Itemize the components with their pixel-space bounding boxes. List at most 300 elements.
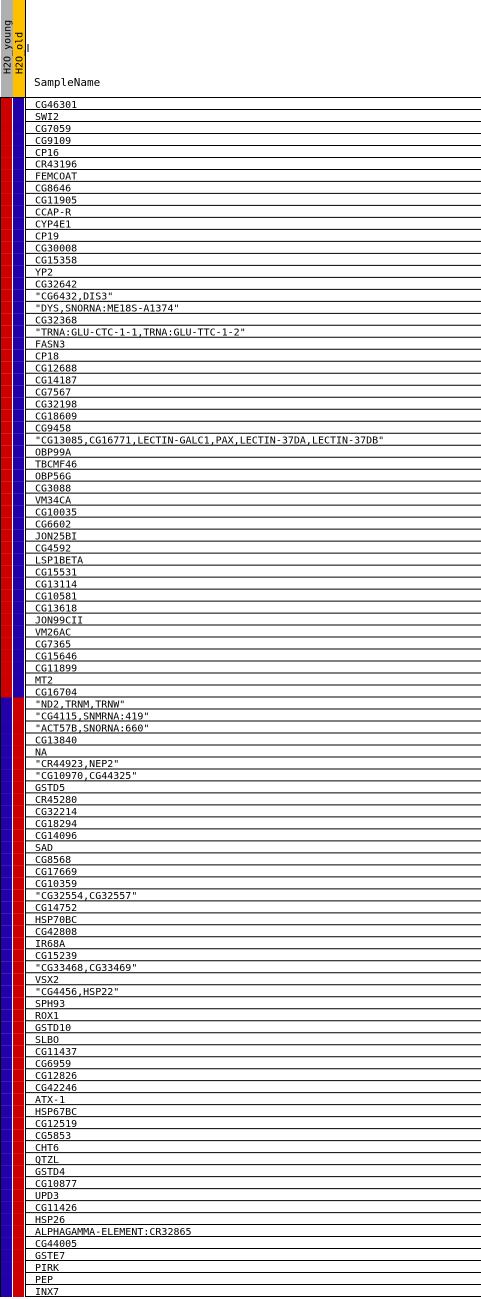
heatmap-cell <box>1 865 12 877</box>
row-label: CP18 <box>35 351 60 363</box>
row-label: CG32214 <box>35 807 78 819</box>
heatmap-cell <box>1 913 12 925</box>
row-label: ALPHAGAMMA-ELEMENT:CR32865 <box>35 1226 192 1238</box>
row-label: ROX1 <box>35 1011 60 1023</box>
row-label: CR43196 <box>35 159 78 171</box>
heatmap-cell <box>13 614 24 626</box>
heatmap-cell <box>1 266 12 278</box>
row-label: CG4592 <box>35 543 72 555</box>
row-label: GSTD4 <box>35 1166 66 1178</box>
row-label: SAD <box>35 843 54 855</box>
heatmap-cell <box>1 901 12 913</box>
heatmap-cell <box>13 1237 24 1249</box>
heatmap-cell <box>1 542 12 554</box>
heatmap-cell <box>1 254 12 266</box>
row-label: CG32642 <box>35 279 78 291</box>
heatmap-cell <box>13 170 24 182</box>
row-label: "CG10970,CG44325" <box>35 771 138 783</box>
column-label: H2O_old <box>14 31 26 74</box>
row-label: CG8568 <box>35 855 72 867</box>
heatmap-cell <box>1 769 12 781</box>
heatmap-cell <box>1 889 12 901</box>
heatmap-cell <box>13 1009 24 1021</box>
row-label: CG10359 <box>35 879 78 891</box>
heatmap-cell <box>1 1213 12 1225</box>
row-label: FASN3 <box>35 339 66 351</box>
heatmap-cell <box>1 1081 12 1093</box>
heatmap-cell <box>1 686 12 698</box>
row-label: CHT6 <box>35 1142 60 1154</box>
heatmap-cell <box>1 458 12 470</box>
heatmap-cell <box>1 638 12 650</box>
heatmap-cell <box>1 410 12 422</box>
row-label: CP19 <box>35 231 60 243</box>
row-label: CG7365 <box>35 639 72 651</box>
row-label: CP16 <box>35 147 60 159</box>
heatmap-cell <box>13 590 24 602</box>
heatmap-cell <box>1 997 12 1009</box>
row-label: ATX-1 <box>35 1094 66 1106</box>
row-label: VM34CA <box>35 495 72 507</box>
heatmap-cell <box>1 98 12 110</box>
row-label: CG6959 <box>35 1058 72 1070</box>
heatmap-cell <box>13 434 24 446</box>
heatmap-cell <box>1 1129 12 1141</box>
heatmap-cell <box>13 470 24 482</box>
row-label: CR45280 <box>35 795 78 807</box>
heatmap-cell <box>13 1285 24 1297</box>
row-label: CG30008 <box>35 243 78 255</box>
heatmap-cell <box>1 434 12 446</box>
heatmap-cell <box>13 985 24 997</box>
heatmap-cell <box>1 182 12 194</box>
heatmap-cell <box>1 338 12 350</box>
heatmap-cell <box>1 566 12 578</box>
heatmap-cell <box>13 566 24 578</box>
heatmap-cell <box>13 709 24 721</box>
heatmap-cell <box>13 110 24 122</box>
heatmap-cell <box>1 674 12 686</box>
heatmap-cell <box>13 326 24 338</box>
row-label: JON25BI <box>35 531 78 543</box>
heatmap-cell <box>1 614 12 626</box>
row-label: CG13840 <box>35 735 78 747</box>
heatmap-cell <box>13 793 24 805</box>
row-label: CG46301 <box>35 99 78 111</box>
heatmap-cell <box>13 362 24 374</box>
heatmap-cell <box>13 865 24 877</box>
heatmap-cell <box>1 973 12 985</box>
heatmap-cell <box>13 721 24 733</box>
heatmap-cell <box>1 590 12 602</box>
heatmap-cell <box>13 242 24 254</box>
heatmap-cell <box>13 134 24 146</box>
row-label: "ND2,TRNM,TRNW" <box>35 699 126 711</box>
heatmap-cell <box>13 1153 24 1165</box>
row-label: HSP67BC <box>35 1106 78 1118</box>
heatmap-cell <box>13 146 24 158</box>
heatmap-cell <box>13 422 24 434</box>
heatmap-cells <box>1 98 26 1297</box>
heatmap-cell <box>1 374 12 386</box>
column-label: H2O_young <box>2 19 14 74</box>
heatmap-cell <box>1 853 12 865</box>
row-label: CG44005 <box>35 1238 78 1250</box>
heatmap-cell <box>13 1033 24 1045</box>
heatmap-cell <box>13 925 24 937</box>
heatmap-cell <box>13 686 24 698</box>
heatmap-cell <box>13 1141 24 1153</box>
heatmap-cell <box>1 877 12 889</box>
row-label: OBP99A <box>35 447 72 459</box>
heatmap-cell <box>13 578 24 590</box>
row-label: "CG6432,DIS3" <box>35 291 114 303</box>
heatmap-cell <box>1 290 12 302</box>
row-label: CG11905 <box>35 195 78 207</box>
heatmap-cell <box>1 1057 12 1069</box>
heatmap-cell <box>1 925 12 937</box>
row-label: CG12519 <box>35 1118 78 1130</box>
row-label: UPD3 <box>35 1190 60 1202</box>
heatmap-cell <box>1 662 12 674</box>
heatmap-cell <box>1 494 12 506</box>
heatmap-cell <box>13 626 24 638</box>
heatmap-cell <box>13 1093 24 1105</box>
heatmap-cell <box>1 194 12 206</box>
row-label: NA <box>35 747 48 759</box>
row-label: CG3088 <box>35 483 72 495</box>
heatmap-cell <box>1 554 12 566</box>
heatmap-cell <box>1 506 12 518</box>
heatmap-cell <box>13 745 24 757</box>
row-label: CG9458 <box>35 423 72 435</box>
heatmap-cell <box>13 698 24 710</box>
heatmap-cell <box>13 518 24 530</box>
heatmap-cell <box>1 1237 12 1249</box>
heatmap-cell <box>13 913 24 925</box>
heatmap-cell <box>13 446 24 458</box>
row-label: CG14096 <box>35 831 78 843</box>
row-label: CG12688 <box>35 363 78 375</box>
row-label: CG9109 <box>35 135 72 147</box>
row-label: QTZL <box>35 1154 60 1166</box>
heatmap-cell <box>13 1081 24 1093</box>
heatmap-cell <box>13 206 24 218</box>
row-label: CG14752 <box>35 903 78 915</box>
row-label: "CG33468,CG33469" <box>35 963 138 975</box>
heatmap-cell <box>1 1045 12 1057</box>
heatmap-cell <box>1 949 12 961</box>
row-label: IR68A <box>35 939 66 951</box>
heatmap-cell <box>1 146 12 158</box>
heatmap-cell <box>1 170 12 182</box>
row-label: SLBO <box>35 1035 60 1047</box>
heatmap-cell <box>13 398 24 410</box>
heatmap-cell <box>1 709 12 721</box>
row-label: SPH93 <box>35 999 66 1011</box>
heatmap-cell <box>13 805 24 817</box>
heatmap-cell <box>13 494 24 506</box>
heatmap-cell <box>13 158 24 170</box>
heatmap-cell <box>1 626 12 638</box>
heatmap-cell <box>13 1105 24 1117</box>
row-label: CG42246 <box>35 1082 78 1094</box>
heatmap-cell <box>13 1201 24 1213</box>
row-label: "ACT57B,SNORNA:660" <box>35 723 150 735</box>
row-labels <box>26 100 481 1298</box>
heatmap-cell <box>13 973 24 985</box>
heatmap-cell <box>1 362 12 374</box>
row-label: CG15358 <box>35 255 78 267</box>
heatmap-cell <box>1 302 12 314</box>
row-label: CG18609 <box>35 411 78 423</box>
heatmap-cell <box>13 889 24 901</box>
heatmap-cell <box>1 1069 12 1081</box>
heatmap-cell <box>1 230 12 242</box>
heatmap-cell <box>13 781 24 793</box>
row-label: "CR44923,NEP2" <box>35 759 120 771</box>
heatmap-cell <box>1 781 12 793</box>
heatmap-cell <box>13 829 24 841</box>
heatmap-cell <box>13 1225 24 1237</box>
row-label: CG42808 <box>35 927 78 939</box>
heatmap-cell <box>1 482 12 494</box>
row-label: INX7 <box>35 1286 60 1298</box>
heatmap-cell <box>13 1273 24 1285</box>
heatmap-cell <box>13 122 24 134</box>
heatmap-cell <box>1 817 12 829</box>
heatmap-cell <box>1 1261 12 1273</box>
heatmap-cell <box>1 985 12 997</box>
row-label: CG32368 <box>35 315 78 327</box>
row-label: "TRNA:GLU-CTC-1-1,TRNA:GLU-TTC-1-2" <box>35 327 246 339</box>
heatmap-cell <box>13 314 24 326</box>
row-label: "CG32554,CG32557" <box>35 891 138 903</box>
row-label: GSTD10 <box>35 1023 72 1035</box>
heatmap-cell <box>1 242 12 254</box>
heatmap-cell <box>13 1261 24 1273</box>
heatmap-cell <box>13 410 24 422</box>
heatmap-cell <box>1 805 12 817</box>
row-label: CG32198 <box>35 399 78 411</box>
heatmap-cell <box>1 398 12 410</box>
row-label: CG10035 <box>35 507 78 519</box>
row-label: GSTE7 <box>35 1250 66 1262</box>
heatmap-cell <box>13 937 24 949</box>
heatmap-cell <box>13 338 24 350</box>
heatmap-cell <box>13 230 24 242</box>
heatmap-cell <box>13 817 24 829</box>
heatmap-cell <box>13 841 24 853</box>
heatmap-cell <box>1 829 12 841</box>
heatmap-cell <box>1 1093 12 1105</box>
row-label: CG7567 <box>35 387 72 399</box>
heatmap-cell <box>1 1177 12 1189</box>
row-label: CG15646 <box>35 651 78 663</box>
row-label: CG8646 <box>35 183 72 195</box>
row-label: CG17669 <box>35 867 78 879</box>
row-label: CG14187 <box>35 375 78 387</box>
heatmap-cell <box>1 314 12 326</box>
heatmap-cell <box>1 578 12 590</box>
heatmap-cell <box>13 278 24 290</box>
heatmap-cell <box>13 1057 24 1069</box>
heatmap-cell <box>1 218 12 230</box>
heatmap-cell <box>13 302 24 314</box>
heatmap-cell <box>13 194 24 206</box>
row-label: HSP70BC <box>35 915 78 927</box>
row-label: CG10581 <box>35 591 78 603</box>
heatmap-cell <box>13 662 24 674</box>
heatmap-cell <box>13 1189 24 1201</box>
heatmap-cell <box>1 350 12 362</box>
row-label: VSX2 <box>35 975 60 987</box>
heatmap-cell <box>13 98 24 110</box>
row-label: CG13618 <box>35 603 78 615</box>
heatmap-cell <box>1 721 12 733</box>
row-label: SWI2 <box>35 111 60 123</box>
heatmap-cell <box>13 961 24 973</box>
row-label: CG10877 <box>35 1178 78 1190</box>
heatmap-cell <box>13 1117 24 1129</box>
heatmap-cell <box>13 350 24 362</box>
heatmap-cell <box>1 1165 12 1177</box>
heatmap-cell <box>1 733 12 745</box>
heatmap-cell <box>13 374 24 386</box>
row-label: CG15239 <box>35 951 78 963</box>
row-label: CYP4E1 <box>35 219 72 231</box>
row-label: CG6602 <box>35 519 72 531</box>
sample-name-header: SampleName <box>34 76 101 89</box>
heatmap-cell <box>13 482 24 494</box>
heatmap-cell <box>1 518 12 530</box>
heatmap-cell <box>1 1189 12 1201</box>
row-label: "CG4456,HSP22" <box>35 987 120 999</box>
heatmap-cell <box>13 182 24 194</box>
heatmap-cell <box>13 290 24 302</box>
heatmap-cell <box>13 949 24 961</box>
heatmap-cell <box>13 769 24 781</box>
heatmap-cell <box>1 206 12 218</box>
row-label: "DYS,SNORNA:ME18S-A1374" <box>35 303 180 315</box>
row-label: TBCMF46 <box>35 459 78 471</box>
heatmap-cell <box>1 757 12 769</box>
heatmap-cell <box>13 218 24 230</box>
heatmap-cell <box>13 638 24 650</box>
row-label: OBP56G <box>35 471 72 483</box>
heatmap-cell <box>1 158 12 170</box>
row-label: CCAP-R <box>35 207 72 219</box>
heatmap-cell <box>13 254 24 266</box>
heatmap-cell <box>13 1045 24 1057</box>
heatmap-cell <box>13 554 24 566</box>
row-label: CG11899 <box>35 663 78 675</box>
row-label: "CG13085,CG16771,LECTIN-GALC1,PAX,LECTIN-37DA,LECTIN-37DB" <box>35 435 385 447</box>
heatmap-cell <box>1 793 12 805</box>
row-label: CG5853 <box>35 1130 72 1142</box>
heatmap-cell <box>13 1165 24 1177</box>
heatmap-cell <box>1 326 12 338</box>
heatmap-cell <box>13 602 24 614</box>
heatmap-cell <box>1 470 12 482</box>
heatmap-cell <box>1 1153 12 1165</box>
heatmap-cell <box>1 1273 12 1285</box>
heatmap-cell <box>1 1249 12 1261</box>
heatmap-cell <box>13 530 24 542</box>
heatmap-cell <box>1 937 12 949</box>
row-label: PEP <box>35 1274 54 1286</box>
heatmap-cell <box>13 542 24 554</box>
row-label: MT2 <box>35 675 54 687</box>
heatmap-cell <box>13 757 24 769</box>
heatmap-cell <box>1 602 12 614</box>
heatmap-cell <box>1 110 12 122</box>
row-label: CG15531 <box>35 567 78 579</box>
row-label: JON99CII <box>35 615 84 627</box>
heatmap-cell <box>1 1033 12 1045</box>
heatmap-cell <box>1 446 12 458</box>
heatmap-cell <box>13 386 24 398</box>
heatmap-cell <box>13 650 24 662</box>
heatmap-cell <box>1 530 12 542</box>
row-label: VM26AC <box>35 627 72 639</box>
row-label: CG16704 <box>35 687 78 699</box>
heatmap-cell <box>1 1285 12 1297</box>
heatmap-cell <box>13 733 24 745</box>
heatmap-cell <box>1 1117 12 1129</box>
heatmap-cell <box>1 650 12 662</box>
heatmap-cell <box>13 997 24 1009</box>
row-label: "CG4115,SNMRNA:419" <box>35 711 150 723</box>
heatmap-cell <box>13 901 24 913</box>
row-label: HSP26 <box>35 1214 66 1226</box>
heatmap-cell <box>13 1069 24 1081</box>
heatmap-cell <box>13 877 24 889</box>
heatmap-cell <box>13 1177 24 1189</box>
heatmap-cell <box>1 134 12 146</box>
row-label: PIRK <box>35 1262 60 1274</box>
heatmap-cell <box>1 1009 12 1021</box>
row-label: CG11426 <box>35 1202 78 1214</box>
heatmap-cell <box>13 266 24 278</box>
heatmap-cell <box>13 1213 24 1225</box>
heatmap-cell <box>13 458 24 470</box>
row-label: CG18294 <box>35 819 78 831</box>
heatmap-cell <box>1 1141 12 1153</box>
heatmap-cell <box>1 698 12 710</box>
heatmap-cell <box>1 122 12 134</box>
heatmap-cell <box>1 1105 12 1117</box>
row-label: CG12826 <box>35 1070 78 1082</box>
heatmap-cell <box>1 278 12 290</box>
row-label: FEMCOAT <box>35 171 78 183</box>
heatmap-cell <box>13 1129 24 1141</box>
heatmap-cell <box>1 422 12 434</box>
heatmap-cell <box>1 1225 12 1237</box>
heatmap-cell <box>1 386 12 398</box>
heatmap-cell <box>13 506 24 518</box>
row-label: CG13114 <box>35 579 78 591</box>
heatmap-cell <box>13 1021 24 1033</box>
heatmap-cell <box>1 745 12 757</box>
heatmap-cell <box>1 961 12 973</box>
row-label: YP2 <box>35 267 54 279</box>
row-label: GSTD5 <box>35 783 66 795</box>
row-label: CG11437 <box>35 1047 78 1058</box>
heatmap-cell <box>1 1201 12 1213</box>
heatmap-cell <box>13 1249 24 1261</box>
heatmap-cell <box>1 1021 12 1033</box>
